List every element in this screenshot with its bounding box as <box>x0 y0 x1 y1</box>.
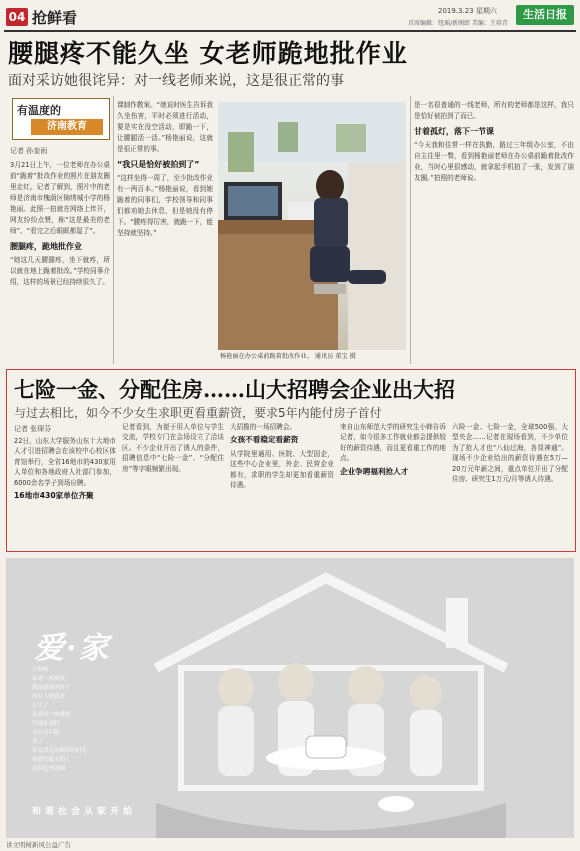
story2-column-5 <box>452 422 568 546</box>
story1-headline: 腰腿疼不能久坐 女老师跪地批作业 <box>8 39 408 68</box>
story1-col1-text: 3月21日上午，一位老师在办公桌前“跪着”批改作业的照片在朋友圈里走红。记者了解到，照片中的老师是济南市槐荫区锦绣城小学的杨艳丽。此照一拍就在网络上传开，网友纷纷点赞，称“这是最美的老师”、“看完之后眼眶都湿了”。 <box>10 161 110 235</box>
story1-col3-subhead: 甘着孤灯，落下一节课 <box>414 127 494 136</box>
story1-byline: 记者 孙奎雨 <box>10 147 48 155</box>
column-badge-line2: 济南教育 <box>31 119 103 135</box>
story1-column-2 <box>117 100 213 365</box>
story2-column-1 <box>14 436 116 546</box>
ad-slogan: 和谐社会从家开始 <box>32 807 137 817</box>
story1-col2-text-b: “这样坐得一周了，至少批改作业有一两百本。”杨艳丽说，看到她跪着的同事们，学校领导和同事们都劝她去休息，但是她没有停下。“腰疼得厉害，就跪一下，能坚持就坚持。” <box>117 174 213 237</box>
story2-subtitle: 与过去相比，如今不少女生求职更看重薪资，要求5年内能付房子首付 <box>14 406 382 420</box>
story1-col3-text-b: “今天我和往常一样在执勤，路过三年级办公室，不由自主往里一瞥，看到杨艳丽老师在办公桌前跪着批改作业，当时心里很感动，就拿起手机拍了一张，发到了朋友圈。”拍照的老师说。 <box>414 141 574 182</box>
story2-col3-subhead: 女孩不看稳定看薪资 <box>230 435 299 445</box>
story2-headline: 七险一金、分配住房……山大招聘会企业出大招 <box>14 377 455 402</box>
column-divider <box>113 96 114 364</box>
issue-date: 2019.3.23 星期六 <box>438 7 497 15</box>
story2-col4-subhead: 企业争聘福利抢人才 <box>340 466 409 476</box>
story2-col3-text-b: 从学院里通用、医院、大型国企，这些中心企业里，外企、民营企业都有，求职的学生却更加看重薪资待遇。 <box>230 449 334 490</box>
story2-col1-subhead: 16地市430家单位齐聚 <box>14 491 94 501</box>
story2-col5-text-b: 现场不少企业给出的薪资待遇在5万—20万元年薪之间，重点单位开出了分配住房、研究生1万元/月等诱人待遇。 <box>452 454 568 484</box>
section-title: 抢鲜看 <box>32 9 78 27</box>
ad-credit: 讲文明树新风公益广告 <box>6 841 71 849</box>
newspaper-logo: 生活日报 <box>516 5 574 25</box>
photo-caption: 杨艳丽在办公桌前跪着批改作业。 通讯员 董宝 摄 <box>220 353 356 360</box>
ad-verse: 小时候 家是一座城堡 满是鼓励的样子 没有人把我来 长大了 家变成一座港湾 风雨来袭时 才会有归程 老了 家变成无法倒带的时光 和我们最亲的人 在回忆里团圆 <box>32 667 88 772</box>
story1-col1-text-b: “她这几天腰腿疼，坐下就疼，所以就在地上跪着批改。”学校同事介绍，这样的场景已经持续很久了。 <box>10 256 110 286</box>
story2-byline: 记者 张琛芬 <box>14 425 52 433</box>
column-badge <box>12 98 110 140</box>
column-divider <box>410 96 411 364</box>
column-badge-line1: 有温度的 <box>17 104 61 117</box>
editor-credits: 首席编辑：纽瑶/新阁郎 美编：王培青 <box>408 20 508 27</box>
story1-subtitle: 面对采访她很诧异：对一线老师来说，这是很正常的事 <box>8 73 344 89</box>
story1-column-1 <box>10 160 110 365</box>
teacher-photo-illustration <box>218 102 406 350</box>
page-number: 04 <box>6 8 28 26</box>
story2-col2-text: 记者看到，为便于用人单位与学生交流，学校专门在会场设立了洽谈区。不少企业开出了诱人的条件，招聘信息中“七险一金”、“分配住房”等字眼频繁出现。 <box>122 423 224 473</box>
public-service-ad <box>6 558 574 838</box>
story2-col4-text: 来自山东师范大学的研究生小韩告诉记者，如今很多工作就业都会提供较好的薪资待遇，而且更看重工作的地点。 <box>340 423 446 463</box>
story2-column-3 <box>230 422 334 546</box>
teacher-photo <box>218 102 406 350</box>
story1-col2-subhead: “我只是恰好被拍到了” <box>117 160 200 169</box>
story2-col5-text: 六险一金、七险一金，全球500强、大型央企……记者在现场看到，不少单位为了抢人才也“八仙过海，各显神通”。 <box>452 423 568 452</box>
story2-column-2 <box>122 422 224 546</box>
story1-col3-text: 是一名很普通的一线老师，所有的老师都是这样，我只是恰好被拍到了而已。 <box>414 101 574 120</box>
story2-col3-text: 大招揽的一场招聘会。 <box>230 423 296 431</box>
story2-column-4 <box>340 422 446 546</box>
ad-title: 爱·家 <box>34 631 111 666</box>
story1-column-3 <box>414 100 574 365</box>
story1-col2-text: 课制作教案。“她说时医生告诉我久坐伤害，平时必须进行活动，要是实在没空活动，即跪一下，让腰腿活一活。”杨艳丽说，这就是很正常的事。 <box>117 101 213 153</box>
story2-col1-text: 22日，山东大学服务山东十大地市人才引进招聘会在该校中心校区体育馆举行，全省16地市的430家用人单位和各地政府人社部门参加，6000余名学子到场应聘。 <box>14 437 116 487</box>
header-rule <box>4 30 576 32</box>
story1-col1-subhead: 腰腿疼，跪地批作业 <box>10 242 82 251</box>
